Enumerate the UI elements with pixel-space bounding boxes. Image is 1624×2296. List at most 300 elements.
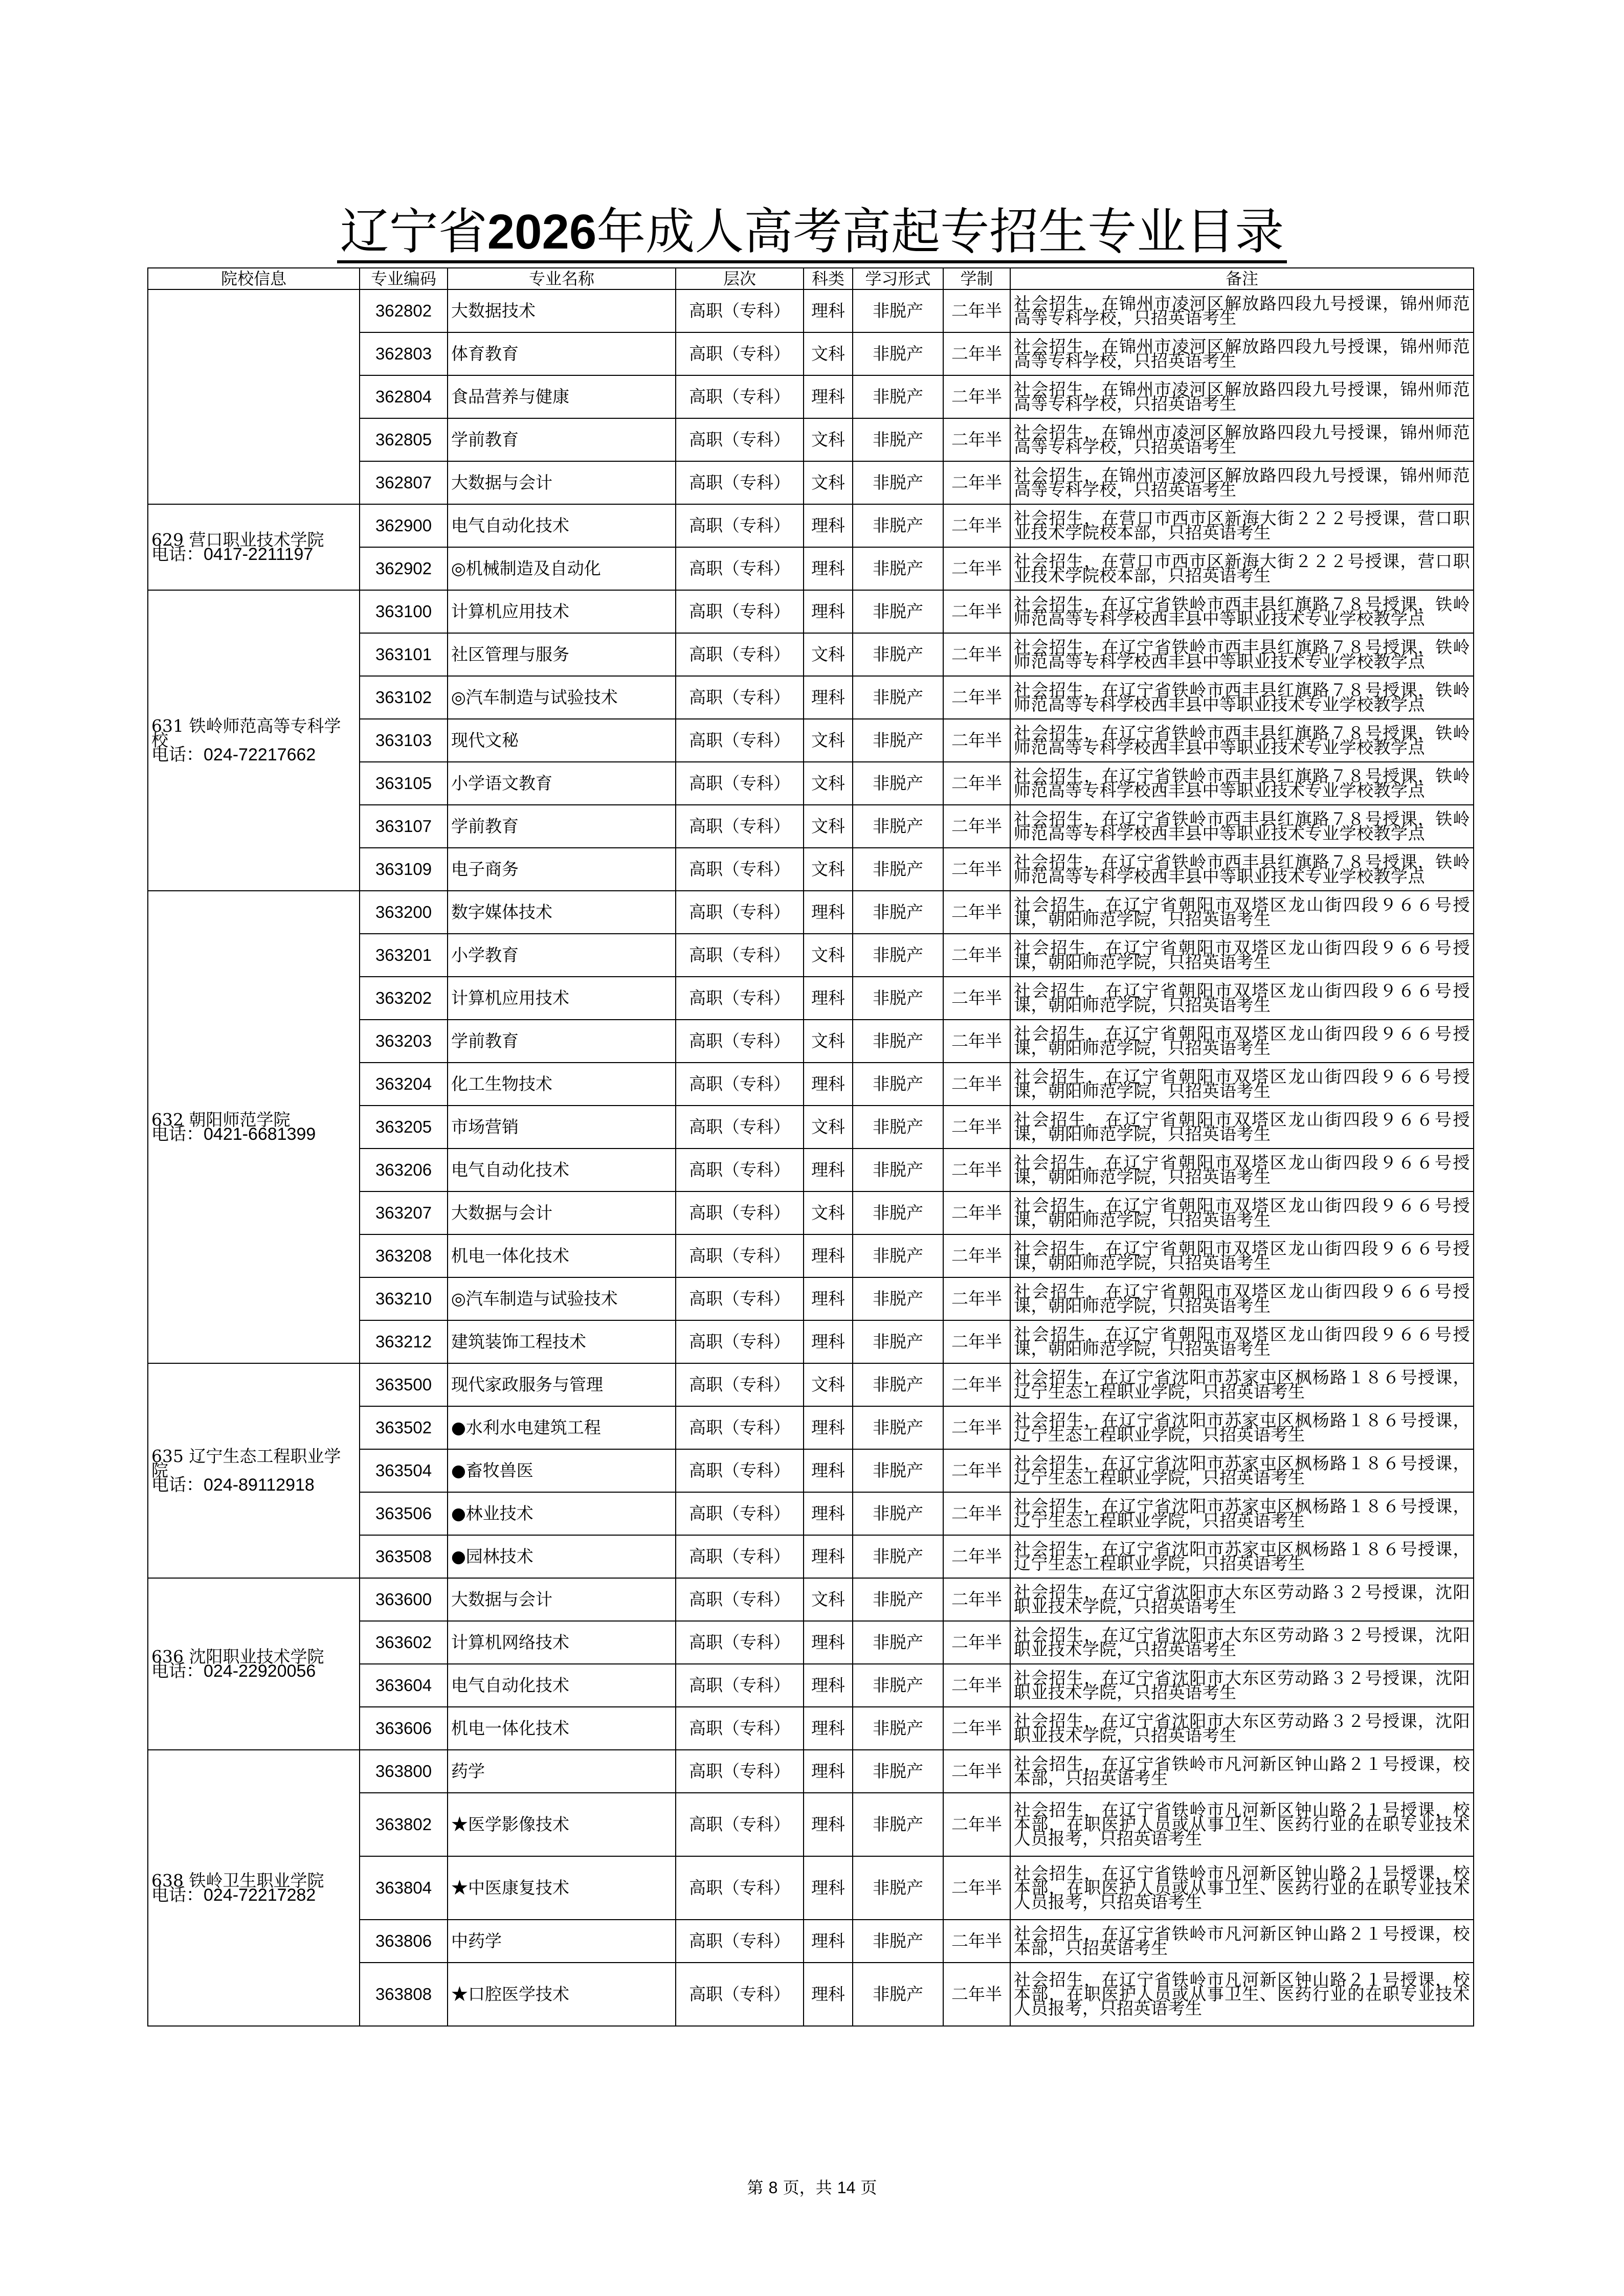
remarks: 社会招生，在辽宁省铁岭市西丰县红旗路７８号授课，铁岭师范高等专科学校西丰县中等职业技术专业学校教学点 <box>1010 676 1474 719</box>
remarks: 社会招生，在辽宁省朝阳市双塔区龙山街四段９６６号授课，朝阳师范学院，只招英语考生 <box>1010 1020 1474 1063</box>
major-code: 363208 <box>360 1234 448 1277</box>
subject-category: 理科 <box>804 891 853 934</box>
study-duration: 二年半 <box>943 1920 1010 1963</box>
remarks: 社会招生，在辽宁省朝阳市双塔区龙山街四段９６６号授课，朝阳师范学院，只招英语考生 <box>1010 1106 1474 1149</box>
remarks: 社会招生，在辽宁省铁岭市西丰县红旗路７８号授课，铁岭师范高等专科学校西丰县中等职业技术专业学校教学点 <box>1010 848 1474 891</box>
study-form: 非脱产 <box>853 1277 943 1320</box>
education-level: 高职（专科） <box>676 1664 804 1707</box>
major-code: 363606 <box>360 1707 448 1750</box>
study-duration: 二年半 <box>943 1063 1010 1106</box>
major-name: 市场营销 <box>448 1106 676 1149</box>
study-duration: 二年半 <box>943 590 1010 633</box>
study-form: 非脱产 <box>853 590 943 633</box>
school-phone: 电话：0421-6681399 <box>151 1124 316 1144</box>
remarks: 社会招生，在辽宁省铁岭市凡河新区钟山路２１号授课，校本部，在职医护人员或从事卫生、医药行业的在职专业技术人员报考，只招英语考生 <box>1010 1793 1474 1856</box>
study-duration: 二年半 <box>943 547 1010 590</box>
study-form: 非脱产 <box>853 1063 943 1106</box>
header-form: 学习形式 <box>853 268 943 289</box>
study-form: 非脱产 <box>853 1707 943 1750</box>
study-duration: 二年半 <box>943 1234 1010 1277</box>
study-form: 非脱产 <box>853 1234 943 1277</box>
study-duration: 二年半 <box>943 1578 1010 1621</box>
education-level: 高职（专科） <box>676 1621 804 1664</box>
title-prefix: 辽宁省 <box>340 203 487 260</box>
remarks: 社会招生，在辽宁省铁岭市西丰县红旗路７８号授课，铁岭师范高等专科学校西丰县中等职业技术专业学校教学点 <box>1010 805 1474 848</box>
major-name: 机电一体化技术 <box>448 1707 676 1750</box>
header-school: 院校信息 <box>148 268 360 289</box>
education-level: 高职（专科） <box>676 1920 804 1963</box>
education-level: 高职（专科） <box>676 1234 804 1277</box>
remarks: 社会招生，在辽宁省沈阳市苏家屯区枫杨路１８６号授课，辽宁生态工程职业学院，只招英语考生 <box>1010 1535 1474 1578</box>
subject-category: 理科 <box>804 1664 853 1707</box>
remarks: 社会招生，在辽宁省沈阳市苏家屯区枫杨路１８６号授课，辽宁生态工程职业学院，只招英语考生 <box>1010 1492 1474 1535</box>
major-name: ★口腔医学技术 <box>448 1963 676 2026</box>
study-form: 非脱产 <box>853 934 943 977</box>
education-level: 高职（专科） <box>676 1063 804 1106</box>
study-duration: 二年半 <box>943 1621 1010 1664</box>
major-name: 电子商务 <box>448 848 676 891</box>
school-phone: 电话：024-72217662 <box>151 745 316 764</box>
major-name: 社区管理与服务 <box>448 633 676 676</box>
subject-category: 理科 <box>804 1277 853 1320</box>
remarks: 社会招生，在锦州市凌河区解放路四段九号授课，锦州师范高等专科学校，只招英语考生 <box>1010 418 1474 461</box>
school-info-cell <box>148 891 360 1363</box>
education-level: 高职（专科） <box>676 977 804 1020</box>
study-form: 非脱产 <box>853 1963 943 2026</box>
major-code: 363100 <box>360 590 448 633</box>
subject-category: 理科 <box>804 547 853 590</box>
study-form: 非脱产 <box>853 1020 943 1063</box>
remarks: 社会招生，在辽宁省朝阳市双塔区龙山街四段９６６号授课，朝阳师范学院，只招英语考生 <box>1010 1191 1474 1234</box>
school-info-cell <box>148 1578 360 1750</box>
education-level: 高职（专科） <box>676 375 804 418</box>
education-level: 高职（专科） <box>676 1963 804 2026</box>
subject-category: 理科 <box>804 1149 853 1191</box>
study-form: 非脱产 <box>853 1750 943 1793</box>
major-code: 363103 <box>360 719 448 762</box>
education-level: 高职（专科） <box>676 1363 804 1406</box>
education-level: 高职（专科） <box>676 805 804 848</box>
major-code: 363604 <box>360 1664 448 1707</box>
subject-category: 理科 <box>804 1492 853 1535</box>
major-code: 363101 <box>360 633 448 676</box>
education-level: 高职（专科） <box>676 1106 804 1149</box>
remarks: 社会招生，在辽宁省朝阳市双塔区龙山街四段９６６号授课，朝阳师范学院，只招英语考生 <box>1010 1234 1474 1277</box>
subject-category: 理科 <box>804 590 853 633</box>
study-duration: 二年半 <box>943 805 1010 848</box>
study-form: 非脱产 <box>853 676 943 719</box>
major-code: 363204 <box>360 1063 448 1106</box>
remarks: 社会招生，在辽宁省铁岭市凡河新区钟山路２１号授课，校本部，在职医护人员或从事卫生、医药行业的在职专业技术人员报考，只招英语考生 <box>1010 1856 1474 1920</box>
table-header-row <box>148 268 1474 289</box>
education-level: 高职（专科） <box>676 848 804 891</box>
study-duration: 二年半 <box>943 1707 1010 1750</box>
study-form: 非脱产 <box>853 1621 943 1664</box>
subject-category: 理科 <box>804 289 853 332</box>
major-code: 363107 <box>360 805 448 848</box>
major-code: 362902 <box>360 547 448 590</box>
major-name: ★中医康复技术 <box>448 1856 676 1920</box>
remarks: 社会招生，在辽宁省朝阳市双塔区龙山街四段９６６号授课，朝阳师范学院，只招英语考生 <box>1010 1149 1474 1191</box>
study-form: 非脱产 <box>853 1664 943 1707</box>
subject-category: 理科 <box>804 1963 853 2026</box>
study-form: 非脱产 <box>853 719 943 762</box>
study-form: 非脱产 <box>853 418 943 461</box>
study-duration: 二年半 <box>943 719 1010 762</box>
school-name: 638 铁岭卫生职业学院 <box>151 1871 324 1890</box>
major-name: 学前教育 <box>448 1020 676 1063</box>
major-name: 机电一体化技术 <box>448 1234 676 1277</box>
study-duration: 二年半 <box>943 633 1010 676</box>
major-name: 大数据技术 <box>448 289 676 332</box>
study-form: 非脱产 <box>853 1793 943 1856</box>
school-name: 629 营口职业技术学院 <box>151 530 324 550</box>
education-level: 高职（专科） <box>676 1277 804 1320</box>
study-form: 非脱产 <box>853 461 943 504</box>
subject-category: 文科 <box>804 934 853 977</box>
study-form: 非脱产 <box>853 762 943 805</box>
study-duration: 二年半 <box>943 676 1010 719</box>
study-form: 非脱产 <box>853 891 943 934</box>
study-duration: 二年半 <box>943 1793 1010 1856</box>
major-code: 363202 <box>360 977 448 1020</box>
major-name: 建筑装饰工程技术 <box>448 1320 676 1363</box>
subject-category: 文科 <box>804 848 853 891</box>
school-info-cell <box>148 504 360 590</box>
study-form: 非脱产 <box>853 1320 943 1363</box>
study-form: 非脱产 <box>853 1363 943 1406</box>
major-name: 食品营养与健康 <box>448 375 676 418</box>
study-duration: 二年半 <box>943 1191 1010 1234</box>
education-level: 高职（专科） <box>676 1856 804 1920</box>
education-level: 高职（专科） <box>676 1020 804 1063</box>
education-level: 高职（专科） <box>676 418 804 461</box>
school-name: 632 朝阳师范学院 <box>151 1110 291 1130</box>
subject-category: 理科 <box>804 1406 853 1449</box>
page-title <box>0 198 1624 265</box>
subject-category: 理科 <box>804 504 853 547</box>
table-row <box>148 1750 1474 1793</box>
major-code: 362802 <box>360 289 448 332</box>
study-form: 非脱产 <box>853 1492 943 1535</box>
study-duration: 二年半 <box>943 762 1010 805</box>
education-level: 高职（专科） <box>676 504 804 547</box>
study-duration: 二年半 <box>943 289 1010 332</box>
major-code: 363210 <box>360 1277 448 1320</box>
subject-category: 文科 <box>804 418 853 461</box>
study-form: 非脱产 <box>853 289 943 332</box>
subject-category: 文科 <box>804 332 853 375</box>
school-phone: 电话：024-72217282 <box>151 1885 316 1905</box>
education-level: 高职（专科） <box>676 762 804 805</box>
major-name: ◎机械制造及自动化 <box>448 547 676 590</box>
study-form: 非脱产 <box>853 1535 943 1578</box>
major-name: ★医学影像技术 <box>448 1793 676 1856</box>
subject-category: 理科 <box>804 1320 853 1363</box>
education-level: 高职（专科） <box>676 1750 804 1793</box>
table-row <box>148 1363 1474 1406</box>
study-form: 非脱产 <box>853 504 943 547</box>
education-level: 高职（专科） <box>676 633 804 676</box>
remarks: 社会招生，在辽宁省沈阳市苏家屯区枫杨路１８６号授课，辽宁生态工程职业学院，只招英语考生 <box>1010 1363 1474 1406</box>
major-code: 363508 <box>360 1535 448 1578</box>
subject-category: 文科 <box>804 1363 853 1406</box>
education-level: 高职（专科） <box>676 1492 804 1535</box>
title-suffix: 年成人高考高起专招生专业目录 <box>596 203 1284 260</box>
major-code: 363600 <box>360 1578 448 1621</box>
major-name: 计算机应用技术 <box>448 590 676 633</box>
education-level: 高职（专科） <box>676 1191 804 1234</box>
header-name: 专业名称 <box>448 268 676 289</box>
study-duration: 二年半 <box>943 1750 1010 1793</box>
major-code: 363802 <box>360 1793 448 1856</box>
study-form: 非脱产 <box>853 848 943 891</box>
study-duration: 二年半 <box>943 1363 1010 1406</box>
education-level: 高职（专科） <box>676 1578 804 1621</box>
major-name: 电气自动化技术 <box>448 1149 676 1191</box>
study-form: 非脱产 <box>853 977 943 1020</box>
major-name: 现代文秘 <box>448 719 676 762</box>
remarks: 社会招生，在锦州市凌河区解放路四段九号授课，锦州师范高等专科学校，只招英语考生 <box>1010 332 1474 375</box>
remarks: 社会招生，在辽宁省朝阳市双塔区龙山街四段９６６号授课，朝阳师范学院，只招英语考生 <box>1010 977 1474 1020</box>
subject-category: 文科 <box>804 805 853 848</box>
table-row <box>148 289 1474 332</box>
subject-category: 文科 <box>804 461 853 504</box>
study-duration: 二年半 <box>943 1320 1010 1363</box>
remarks: 社会招生，在辽宁省朝阳市双塔区龙山街四段９６６号授课，朝阳师范学院，只招英语考生 <box>1010 1063 1474 1106</box>
table-row <box>148 891 1474 934</box>
page-footer <box>0 2177 1624 2198</box>
study-duration: 二年半 <box>943 1020 1010 1063</box>
education-level: 高职（专科） <box>676 1535 804 1578</box>
footer-total-pages: 14 <box>837 2178 856 2197</box>
subject-category: 文科 <box>804 1191 853 1234</box>
education-level: 高职（专科） <box>676 1449 804 1492</box>
major-code: 363506 <box>360 1492 448 1535</box>
study-form: 非脱产 <box>853 1449 943 1492</box>
subject-category: 文科 <box>804 1020 853 1063</box>
remarks: 社会招生，在辽宁省沈阳市大东区劳动路３２号授课，沈阳职业技术学院，只招英语考生 <box>1010 1664 1474 1707</box>
remarks: 社会招生，在辽宁省沈阳市大东区劳动路３２号授课，沈阳职业技术学院，只招英语考生 <box>1010 1621 1474 1664</box>
study-duration: 二年半 <box>943 934 1010 977</box>
table-row <box>148 590 1474 633</box>
subject-category: 理科 <box>804 1793 853 1856</box>
major-code: 363800 <box>360 1750 448 1793</box>
school-info-cell <box>148 590 360 891</box>
education-level: 高职（专科） <box>676 1793 804 1856</box>
table-row <box>148 504 1474 547</box>
major-name: 中药学 <box>448 1920 676 1963</box>
school-info-cell <box>148 1363 360 1578</box>
remarks: 社会招生，在辽宁省沈阳市苏家屯区枫杨路１８６号授课，辽宁生态工程职业学院，只招英语考生 <box>1010 1406 1474 1449</box>
study-form: 非脱产 <box>853 1106 943 1149</box>
remarks: 社会招生，在辽宁省铁岭市西丰县红旗路７８号授课，铁岭师范高等专科学校西丰县中等职业技术专业学校教学点 <box>1010 719 1474 762</box>
title-text <box>337 203 1287 263</box>
subject-category: 理科 <box>804 1621 853 1664</box>
education-level: 高职（专科） <box>676 891 804 934</box>
study-form: 非脱产 <box>853 332 943 375</box>
major-code: 363500 <box>360 1363 448 1406</box>
major-code: 363109 <box>360 848 448 891</box>
study-form: 非脱产 <box>853 1578 943 1621</box>
header-code: 专业编码 <box>360 268 448 289</box>
school-info-cell <box>148 289 360 504</box>
major-name: 电气自动化技术 <box>448 1664 676 1707</box>
major-name: 电气自动化技术 <box>448 504 676 547</box>
study-duration: 二年半 <box>943 375 1010 418</box>
major-code: 363205 <box>360 1106 448 1149</box>
major-code: 363806 <box>360 1920 448 1963</box>
education-level: 高职（专科） <box>676 461 804 504</box>
study-duration: 二年半 <box>943 1963 1010 2026</box>
remarks: 社会招生，在锦州市凌河区解放路四段九号授课，锦州师范高等专科学校，只招英语考生 <box>1010 375 1474 418</box>
major-name: 现代家政服务与管理 <box>448 1363 676 1406</box>
subject-category: 文科 <box>804 762 853 805</box>
major-code: 363504 <box>360 1449 448 1492</box>
education-level: 高职（专科） <box>676 1707 804 1750</box>
subject-category: 理科 <box>804 1750 853 1793</box>
study-duration: 二年半 <box>943 1449 1010 1492</box>
study-duration: 二年半 <box>943 891 1010 934</box>
remarks: 社会招生，在辽宁省朝阳市双塔区龙山街四段９６６号授课，朝阳师范学院，只招英语考生 <box>1010 1320 1474 1363</box>
school-name: 636 沈阳职业技术学院 <box>151 1647 324 1667</box>
subject-category: 文科 <box>804 633 853 676</box>
school-name: 635 辽宁生态工程职业学院 <box>151 1446 341 1480</box>
remarks: 社会招生，在辽宁省铁岭市西丰县红旗路７８号授课，铁岭师范高等专科学校西丰县中等职业技术专业学校教学点 <box>1010 590 1474 633</box>
major-name: 化工生物技术 <box>448 1063 676 1106</box>
major-code: 363502 <box>360 1406 448 1449</box>
school-info-cell <box>148 1750 360 2026</box>
major-name: 计算机网络技术 <box>448 1621 676 1664</box>
subject-category: 理科 <box>804 1535 853 1578</box>
major-code: 363102 <box>360 676 448 719</box>
education-level: 高职（专科） <box>676 719 804 762</box>
major-code: 362804 <box>360 375 448 418</box>
major-name: 小学语文教育 <box>448 762 676 805</box>
study-duration: 二年半 <box>943 332 1010 375</box>
remarks: 社会招生，在营口市西市区新海大街２２２号授课，营口职业技术学院校本部，只招英语考生 <box>1010 547 1474 590</box>
study-form: 非脱产 <box>853 1856 943 1920</box>
study-form: 非脱产 <box>853 1406 943 1449</box>
study-duration: 二年半 <box>943 1106 1010 1149</box>
major-code: 363105 <box>360 762 448 805</box>
major-name: ◎汽车制造与试验技术 <box>448 676 676 719</box>
study-form: 非脱产 <box>853 547 943 590</box>
major-code: 362803 <box>360 332 448 375</box>
header-subject: 科类 <box>804 268 853 289</box>
title-year: 2026 <box>487 205 597 259</box>
major-code: 363206 <box>360 1149 448 1191</box>
subject-category: 理科 <box>804 977 853 1020</box>
major-name: ◎汽车制造与试验技术 <box>448 1277 676 1320</box>
subject-category: 理科 <box>804 1063 853 1106</box>
education-level: 高职（专科） <box>676 676 804 719</box>
major-name: ●畜牧兽医 <box>448 1449 676 1492</box>
study-duration: 二年半 <box>943 1149 1010 1191</box>
school-phone: 电话：024-22920056 <box>151 1661 316 1681</box>
footer-suffix: 页 <box>860 2178 877 2197</box>
subject-category: 文科 <box>804 1578 853 1621</box>
major-code: 363201 <box>360 934 448 977</box>
major-code: 362900 <box>360 504 448 547</box>
subject-category: 理科 <box>804 375 853 418</box>
study-duration: 二年半 <box>943 461 1010 504</box>
education-level: 高职（专科） <box>676 934 804 977</box>
study-duration: 二年半 <box>943 1856 1010 1920</box>
remarks: 社会招生，在营口市西市区新海大街２２２号授课，营口职业技术学院校本部，只招英语考生 <box>1010 504 1474 547</box>
major-code: 363203 <box>360 1020 448 1063</box>
subject-category: 文科 <box>804 1106 853 1149</box>
remarks: 社会招生，在辽宁省沈阳市苏家屯区枫杨路１８６号授课，辽宁生态工程职业学院，只招英语考生 <box>1010 1449 1474 1492</box>
study-duration: 二年半 <box>943 1492 1010 1535</box>
major-code: 362807 <box>360 461 448 504</box>
major-code: 363602 <box>360 1621 448 1664</box>
major-code: 363808 <box>360 1963 448 2026</box>
remarks: 社会招生，在辽宁省铁岭市凡河新区钟山路２１号授课，校本部，只招英语考生 <box>1010 1920 1474 1963</box>
study-duration: 二年半 <box>943 1277 1010 1320</box>
study-form: 非脱产 <box>853 1191 943 1234</box>
study-duration: 二年半 <box>943 848 1010 891</box>
remarks: 社会招生，在辽宁省朝阳市双塔区龙山街四段９６６号授课，朝阳师范学院，只招英语考生 <box>1010 934 1474 977</box>
education-level: 高职（专科） <box>676 547 804 590</box>
major-code: 363804 <box>360 1856 448 1920</box>
education-level: 高职（专科） <box>676 1406 804 1449</box>
header-years: 学制 <box>943 268 1010 289</box>
subject-category: 理科 <box>804 1449 853 1492</box>
remarks: 社会招生，在辽宁省铁岭市西丰县红旗路７８号授课，铁岭师范高等专科学校西丰县中等职业技术专业学校教学点 <box>1010 762 1474 805</box>
study-duration: 二年半 <box>943 977 1010 1020</box>
remarks: 社会招生，在辽宁省朝阳市双塔区龙山街四段９６６号授课，朝阳师范学院，只招英语考生 <box>1010 891 1474 934</box>
study-duration: 二年半 <box>943 1535 1010 1578</box>
subject-category: 理科 <box>804 1707 853 1750</box>
footer-page-number: 8 <box>768 2178 778 2197</box>
subject-category: 理科 <box>804 1234 853 1277</box>
study-duration: 二年半 <box>943 418 1010 461</box>
major-name: 小学教育 <box>448 934 676 977</box>
subject-category: 理科 <box>804 676 853 719</box>
remarks: 社会招生，在辽宁省铁岭市凡河新区钟山路２１号授课，校本部，只招英语考生 <box>1010 1750 1474 1793</box>
remarks: 社会招生，在锦州市凌河区解放路四段九号授课，锦州师范高等专科学校，只招英语考生 <box>1010 461 1474 504</box>
study-duration: 二年半 <box>943 504 1010 547</box>
major-name: 学前教育 <box>448 805 676 848</box>
major-name: 学前教育 <box>448 418 676 461</box>
subject-category: 文科 <box>804 719 853 762</box>
study-duration: 二年半 <box>943 1664 1010 1707</box>
major-name: 大数据与会计 <box>448 461 676 504</box>
study-form: 非脱产 <box>853 375 943 418</box>
major-name: 大数据与会计 <box>448 1191 676 1234</box>
header-note: 备注 <box>1010 268 1474 289</box>
major-name: 计算机应用技术 <box>448 977 676 1020</box>
education-level: 高职（专科） <box>676 1320 804 1363</box>
table-row <box>148 1578 1474 1621</box>
study-form: 非脱产 <box>853 633 943 676</box>
major-name: 大数据与会计 <box>448 1578 676 1621</box>
education-level: 高职（专科） <box>676 332 804 375</box>
major-code: 362805 <box>360 418 448 461</box>
major-name: 数字媒体技术 <box>448 891 676 934</box>
school-name: 631 铁岭师范高等专科学校 <box>151 716 341 750</box>
major-name: 药学 <box>448 1750 676 1793</box>
remarks: 社会招生，在辽宁省沈阳市大东区劳动路３２号授课，沈阳职业技术学院，只招英语考生 <box>1010 1578 1474 1621</box>
remarks: 社会招生，在锦州市凌河区解放路四段九号授课，锦州师范高等专科学校，只招英语考生 <box>1010 289 1474 332</box>
footer-middle: 页，共 <box>783 2178 832 2197</box>
major-catalog-table <box>147 267 1474 2027</box>
study-duration: 二年半 <box>943 1406 1010 1449</box>
footer-prefix: 第 <box>747 2178 764 2197</box>
education-level: 高职（专科） <box>676 289 804 332</box>
subject-category: 理科 <box>804 1856 853 1920</box>
